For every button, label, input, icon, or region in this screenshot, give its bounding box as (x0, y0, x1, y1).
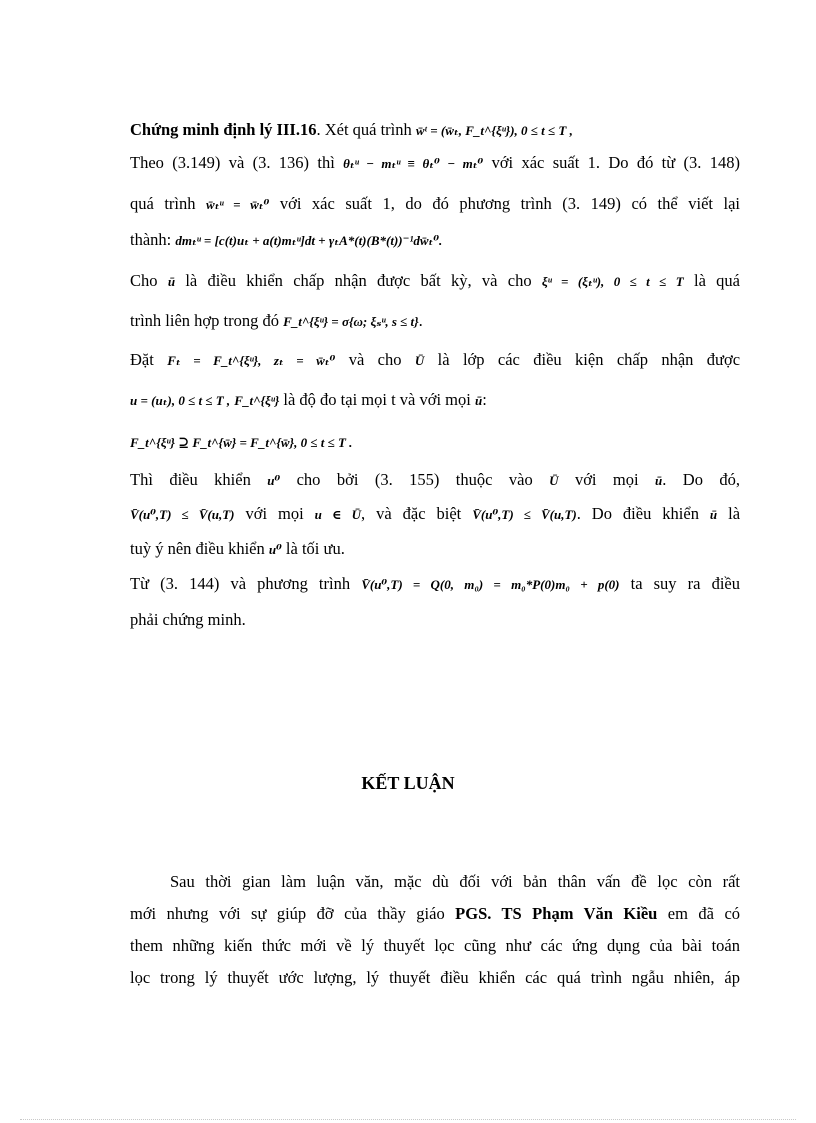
text: Sau thời gian làm luận văn, mặc dù đối với bản thân vấn đề lọc còn rất (170, 872, 740, 891)
formula: F_t^{ξᵘ} (234, 393, 280, 408)
conclusion-line-3 (130, 934, 740, 958)
text: em đã có (667, 904, 740, 923)
proof-line-5 (130, 269, 740, 293)
proof-line-14 (130, 608, 740, 632)
formula: Ū (549, 473, 559, 488)
formula: Fₜ = F_t^{ξᵘ}, zₜ = w̄ₜ⁰ (167, 353, 336, 368)
text: mới nhưng với sự giúp đỡ của thầy giáo (130, 904, 445, 923)
text: . (418, 311, 423, 330)
text: : (482, 390, 487, 409)
text: cho bởi (3. 155) thuộc vào (296, 470, 533, 489)
text: tuỳ ý nên điều khiển (130, 539, 265, 558)
text: với mọi (245, 504, 304, 523)
proof-line-11 (130, 502, 740, 526)
text: quá trình (130, 194, 196, 213)
proof-line-2 (130, 151, 740, 175)
conclusion-line-4 (130, 966, 740, 990)
formula: u⁰ (268, 542, 282, 557)
proof-line-6 (130, 309, 740, 333)
proof-line-7 (130, 348, 740, 372)
text: . Do điều khiển (576, 504, 699, 523)
formula: ū (709, 507, 718, 522)
text: với xác suất 1. Do đó từ (3. 148) (491, 153, 740, 172)
section-title: KẾT LUẬN (361, 773, 455, 793)
text: là quá (693, 271, 740, 290)
proof-line-9 (130, 430, 740, 454)
text: Từ (3. 144) và phương trình (130, 574, 351, 593)
text: , và đặc biệt (361, 504, 462, 523)
advisor-name: PGS. TS Phạm Văn Kiều (455, 904, 658, 923)
formula: F_t^{ξᵘ} ⊇ F_t^{w̄} = F_t^{w̄}, 0 ≤ t ≤ T . (130, 435, 353, 450)
text: là điều khiển chấp nhận được bất kỳ, và cho (185, 271, 532, 290)
text: Theo (3.149) và (3. 136) thì (130, 153, 335, 172)
text: Thì điều khiển (130, 470, 251, 489)
proof-line-4 (130, 228, 740, 252)
conclusion-line-2 (130, 902, 740, 926)
text: them những kiến thức mới về lý thuyết lọc cũng như các ứng dụng của bài toán (130, 936, 740, 955)
text: là (728, 504, 740, 523)
text: Cho (130, 271, 158, 290)
page-bottom-rule (20, 1119, 796, 1120)
text: . Xét quá trình (316, 120, 412, 139)
text: lọc trong lý thuyết ước lượng, lý thuyết điều khiển các quá trình ngẫu nhiên, áp (130, 968, 740, 987)
formula: Ū (414, 353, 425, 368)
proof-line-3 (130, 192, 740, 216)
formula: u⁰ (267, 473, 281, 488)
proof-line-12 (130, 537, 740, 561)
text: phải chứng minh. (130, 610, 246, 629)
formula: w̄ₜᵘ = w̄ₜ⁰ (206, 197, 270, 212)
formula: u ∈ Ū (314, 507, 362, 522)
text: là độ đo tại mọi t và với mọi (283, 390, 471, 409)
formula: u = (uₜ), 0 ≤ t ≤ T , (130, 393, 231, 408)
formula: ū (474, 393, 483, 408)
formula: dmₜᵘ = [c(t)uₜ + a(t)mₜᵘ]dt + γₜA*(t)(B*(t))⁻¹dw̄ₜ⁰. (175, 233, 443, 248)
formula: ū (167, 274, 176, 289)
proof-line-10 (130, 468, 740, 492)
formula: V̄(u⁰,T) ≤ V̄(u,T) (130, 507, 235, 522)
formula: w̄ᵗ = (w̄ₜ, F_t^{ξᵘ}), 0 ≤ t ≤ T , (415, 123, 573, 138)
proof-line-1 (130, 118, 740, 142)
formula: V̄(u⁰,T) = Q(0, m₀) = m₀*P(0)m₀ + p(0) (361, 577, 620, 592)
conclusion-line-1 (130, 870, 740, 894)
theorem-proof-label: Chứng minh định lý III.16 (130, 120, 317, 139)
proof-line-13 (130, 572, 740, 596)
text: là tối ưu. (285, 539, 345, 558)
text: . Do đó, (662, 470, 740, 489)
text: là lớp các điều kiện chấp nhận được (437, 350, 740, 369)
text: với xác suất 1, do đó phương trình (3. 149) có thể viết lại (279, 194, 740, 213)
text: và cho (348, 350, 402, 369)
formula: ū (655, 473, 663, 488)
text: Đặt (130, 350, 154, 369)
text: với mọi (574, 470, 639, 489)
formula: V̄(u⁰,T) ≤ V̄(u,T) (472, 507, 577, 522)
proof-line-8 (130, 388, 740, 412)
text: ta suy ra điều (630, 574, 740, 593)
formula: F_t^{ξᵘ} = σ{ω; ξₛᵘ, s ≤ t} (283, 314, 419, 329)
text: thành: (130, 230, 172, 249)
text: trình liên hợp trong đó (130, 311, 279, 330)
formula: ξᵘ = (ξₜᵘ), 0 ≤ t ≤ T (541, 274, 684, 289)
formula: θₜᵘ − mₜᵘ ≡ θₜ⁰ − mₜ⁰ (343, 156, 484, 171)
